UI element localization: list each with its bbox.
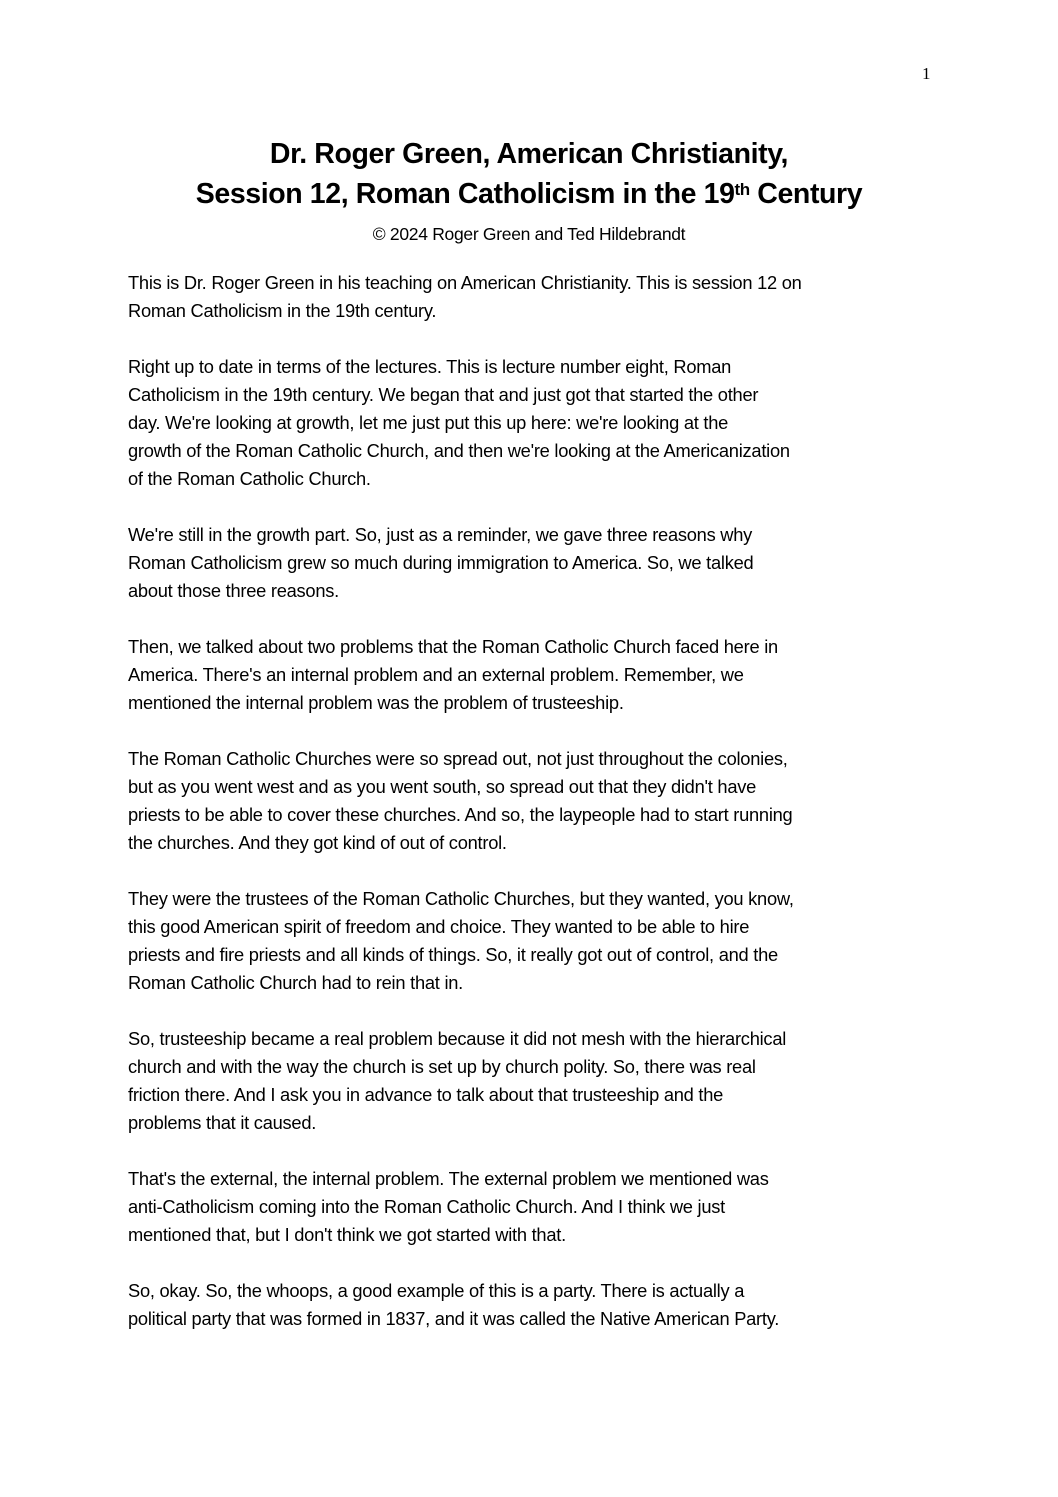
- title-superscript: th: [734, 180, 750, 199]
- page-number: 1: [922, 64, 931, 83]
- text-line: Roman Catholic Church had to rein that in.: [128, 972, 463, 993]
- text-line: Right up to date in terms of the lectures. This is lecture number eight, Roman: [128, 356, 732, 377]
- text-line: mentioned that, but I don't think we got started with that.: [128, 1224, 566, 1245]
- paragraph: [128, 1025, 948, 1137]
- text-line: Catholicism in the 19th century. We began that and just got that started the other: [128, 384, 759, 405]
- paragraph: [128, 1277, 948, 1333]
- title-line-2-end: Century: [749, 178, 863, 210]
- paragraph: [128, 745, 948, 857]
- text-line: the churches. And they got kind of out of control.: [128, 832, 507, 853]
- document-body: [128, 269, 948, 1361]
- text-line: priests to be able to cover these churches. And so, the laypeople had to start running: [128, 804, 793, 825]
- text-line: friction there. And I ask you in advance to talk about that trusteeship and the: [128, 1084, 724, 1105]
- text-line: Then, we talked about two problems that the Roman Catholic Church faced here in: [128, 636, 778, 657]
- text-line: priests and fire priests and all kinds of things. So, it really got out of control, and the: [128, 944, 778, 965]
- text-line: about those three reasons.: [128, 580, 339, 601]
- text-line: So, trusteeship became a real problem because it did not mesh with the hierarchical: [128, 1028, 787, 1049]
- paragraph: [128, 521, 948, 605]
- text-line: America. There's an internal problem and an external problem. Remember, we: [128, 664, 744, 685]
- paragraph: [128, 1165, 948, 1249]
- text-line: anti-Catholicism coming into the Roman Catholic Church. And I think we just: [128, 1196, 726, 1217]
- text-line: this good American spirit of freedom and choice. They wanted to be able to hire: [128, 916, 750, 937]
- text-line: day. We're looking at growth, let me just put this up here: we're looking at the: [128, 412, 729, 433]
- paragraph: [128, 633, 948, 717]
- text-line: church and with the way the church is set up by church polity. So, there was real: [128, 1056, 756, 1077]
- paragraph: [128, 885, 948, 997]
- text-line: but as you went west and as you went south, so spread out that they didn't have: [128, 776, 757, 797]
- text-line: Roman Catholicism grew so much during immigration to America. So, we talked: [128, 552, 754, 573]
- title-line-2-text: Session 12, Roman Catholicism in the 19: [195, 178, 735, 210]
- text-line: of the Roman Catholic Church.: [128, 468, 371, 489]
- text-line: That's the external, the internal problem. The external problem we mentioned was: [128, 1168, 769, 1189]
- text-line: growth of the Roman Catholic Church, and then we're looking at the Americanization: [128, 440, 790, 461]
- document-title: [0, 134, 1058, 214]
- text-line: So, okay. So, the whoops, a good example of this is a party. There is actually a: [128, 1280, 745, 1301]
- paragraph: [128, 269, 948, 325]
- paragraph: [128, 353, 948, 493]
- copyright-notice: © 2024 Roger Green and Ted Hildebrandt: [372, 224, 686, 244]
- title-line-1: Dr. Roger Green, American Christianity,: [269, 138, 789, 170]
- text-line: problems that it caused.: [128, 1112, 317, 1133]
- title-line-2: [0, 174, 1058, 214]
- text-line: This is Dr. Roger Green in his teaching on American Christianity. This is session 12 on: [128, 272, 802, 293]
- text-line: They were the trustees of the Roman Catholic Churches, but they wanted, you know,: [128, 888, 794, 909]
- text-line: The Roman Catholic Churches were so spread out, not just throughout the colonies,: [128, 748, 788, 769]
- text-line: mentioned the internal problem was the problem of trusteeship.: [128, 692, 624, 713]
- text-line: Roman Catholicism in the 19th century.: [128, 300, 437, 321]
- text-line: political party that was formed in 1837, and it was called the Native American Party.: [128, 1308, 780, 1329]
- text-line: We're still in the growth part. So, just as a reminder, we gave three reasons why: [128, 524, 753, 545]
